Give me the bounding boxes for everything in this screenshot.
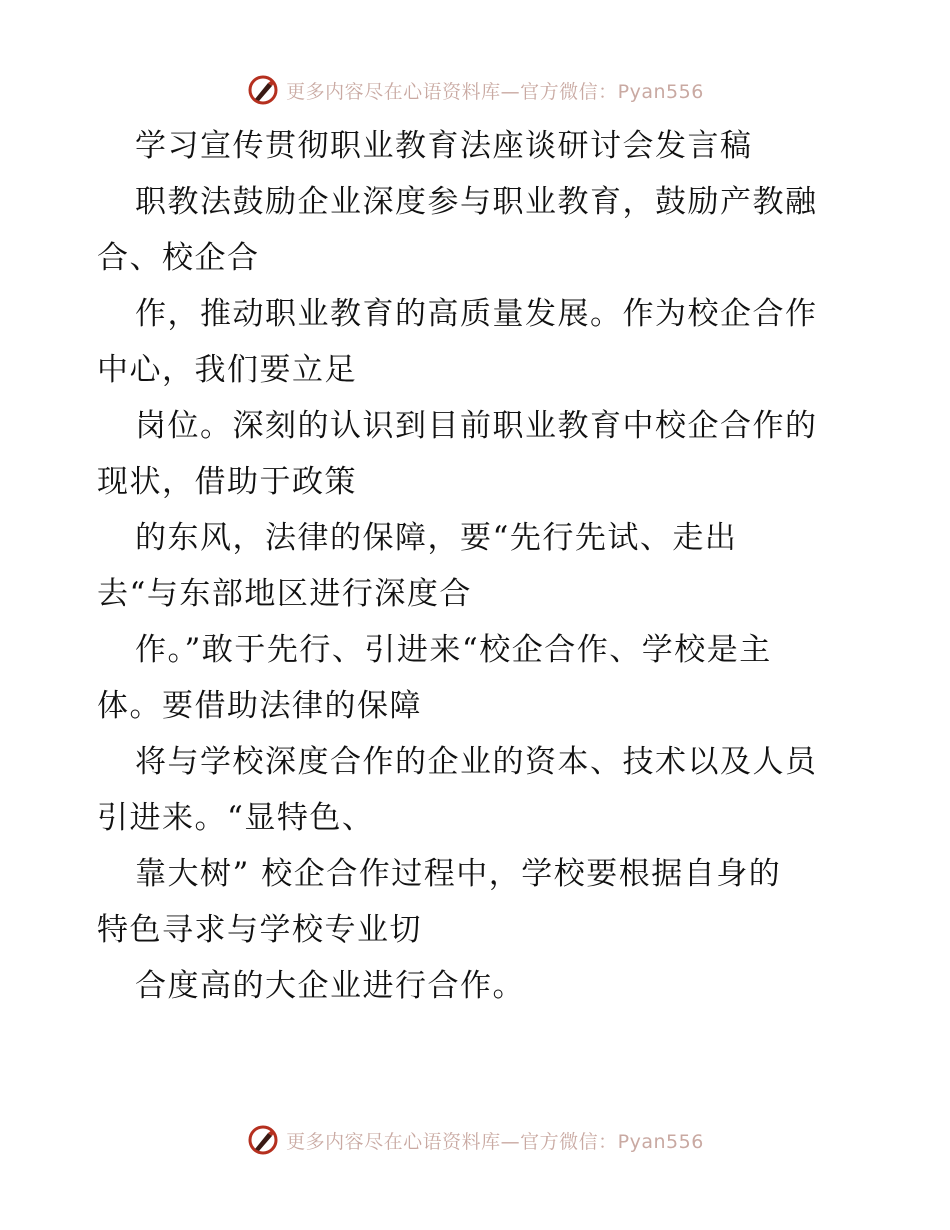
text-line: 岗位。深刻的认识到目前职业教育中校企合作的 (135, 408, 818, 444)
pen-circle-logo-icon (246, 1123, 280, 1157)
watermark-text: 更多内容尽在心语资料库—官方微信：Pyan556 (286, 1130, 704, 1153)
text-line: 作，推动职业教育的高质量发展。作为校企合作 (135, 296, 818, 332)
text-line: 特色寻求与学校专业切 (97, 912, 422, 948)
watermark-text: 更多内容尽在心语资料库—官方微信：Pyan556 (286, 80, 704, 103)
footer-watermark (0, 1120, 950, 1160)
text-line: 引进来。“显特色、 (97, 800, 375, 836)
text-line: 职教法鼓励企业深度参与职业教育，鼓励产教融 (135, 184, 818, 220)
text-line: 体。要借助法律的保障 (97, 688, 422, 724)
pen-circle-logo-icon (246, 73, 280, 107)
text-line: 合度高的大企业进行合作。 (135, 968, 525, 1004)
document-body (97, 118, 857, 1014)
text-line: 的东风，法律的保障，要“先行先试、走出 (135, 520, 738, 556)
text-line: 作。”敢于先行、引进来“校企合作、学校是主 (135, 632, 772, 668)
text-line: 合、校企合 (97, 240, 260, 276)
text-line: 去“与东部地区进行深度合 (97, 576, 472, 612)
document-title: 学习宣传贯彻职业教育法座谈研讨会发言稿 (135, 128, 753, 164)
text-line: 将与学校深度合作的企业的资本、技术以及人员 (135, 744, 818, 780)
text-line: 中心，我们要立足 (97, 352, 357, 388)
text-line: 现状，借助于政策 (97, 464, 357, 500)
header-watermark (0, 70, 950, 110)
text-line: 靠大树” 校企合作过程中，学校要根据自身的 (135, 856, 782, 892)
